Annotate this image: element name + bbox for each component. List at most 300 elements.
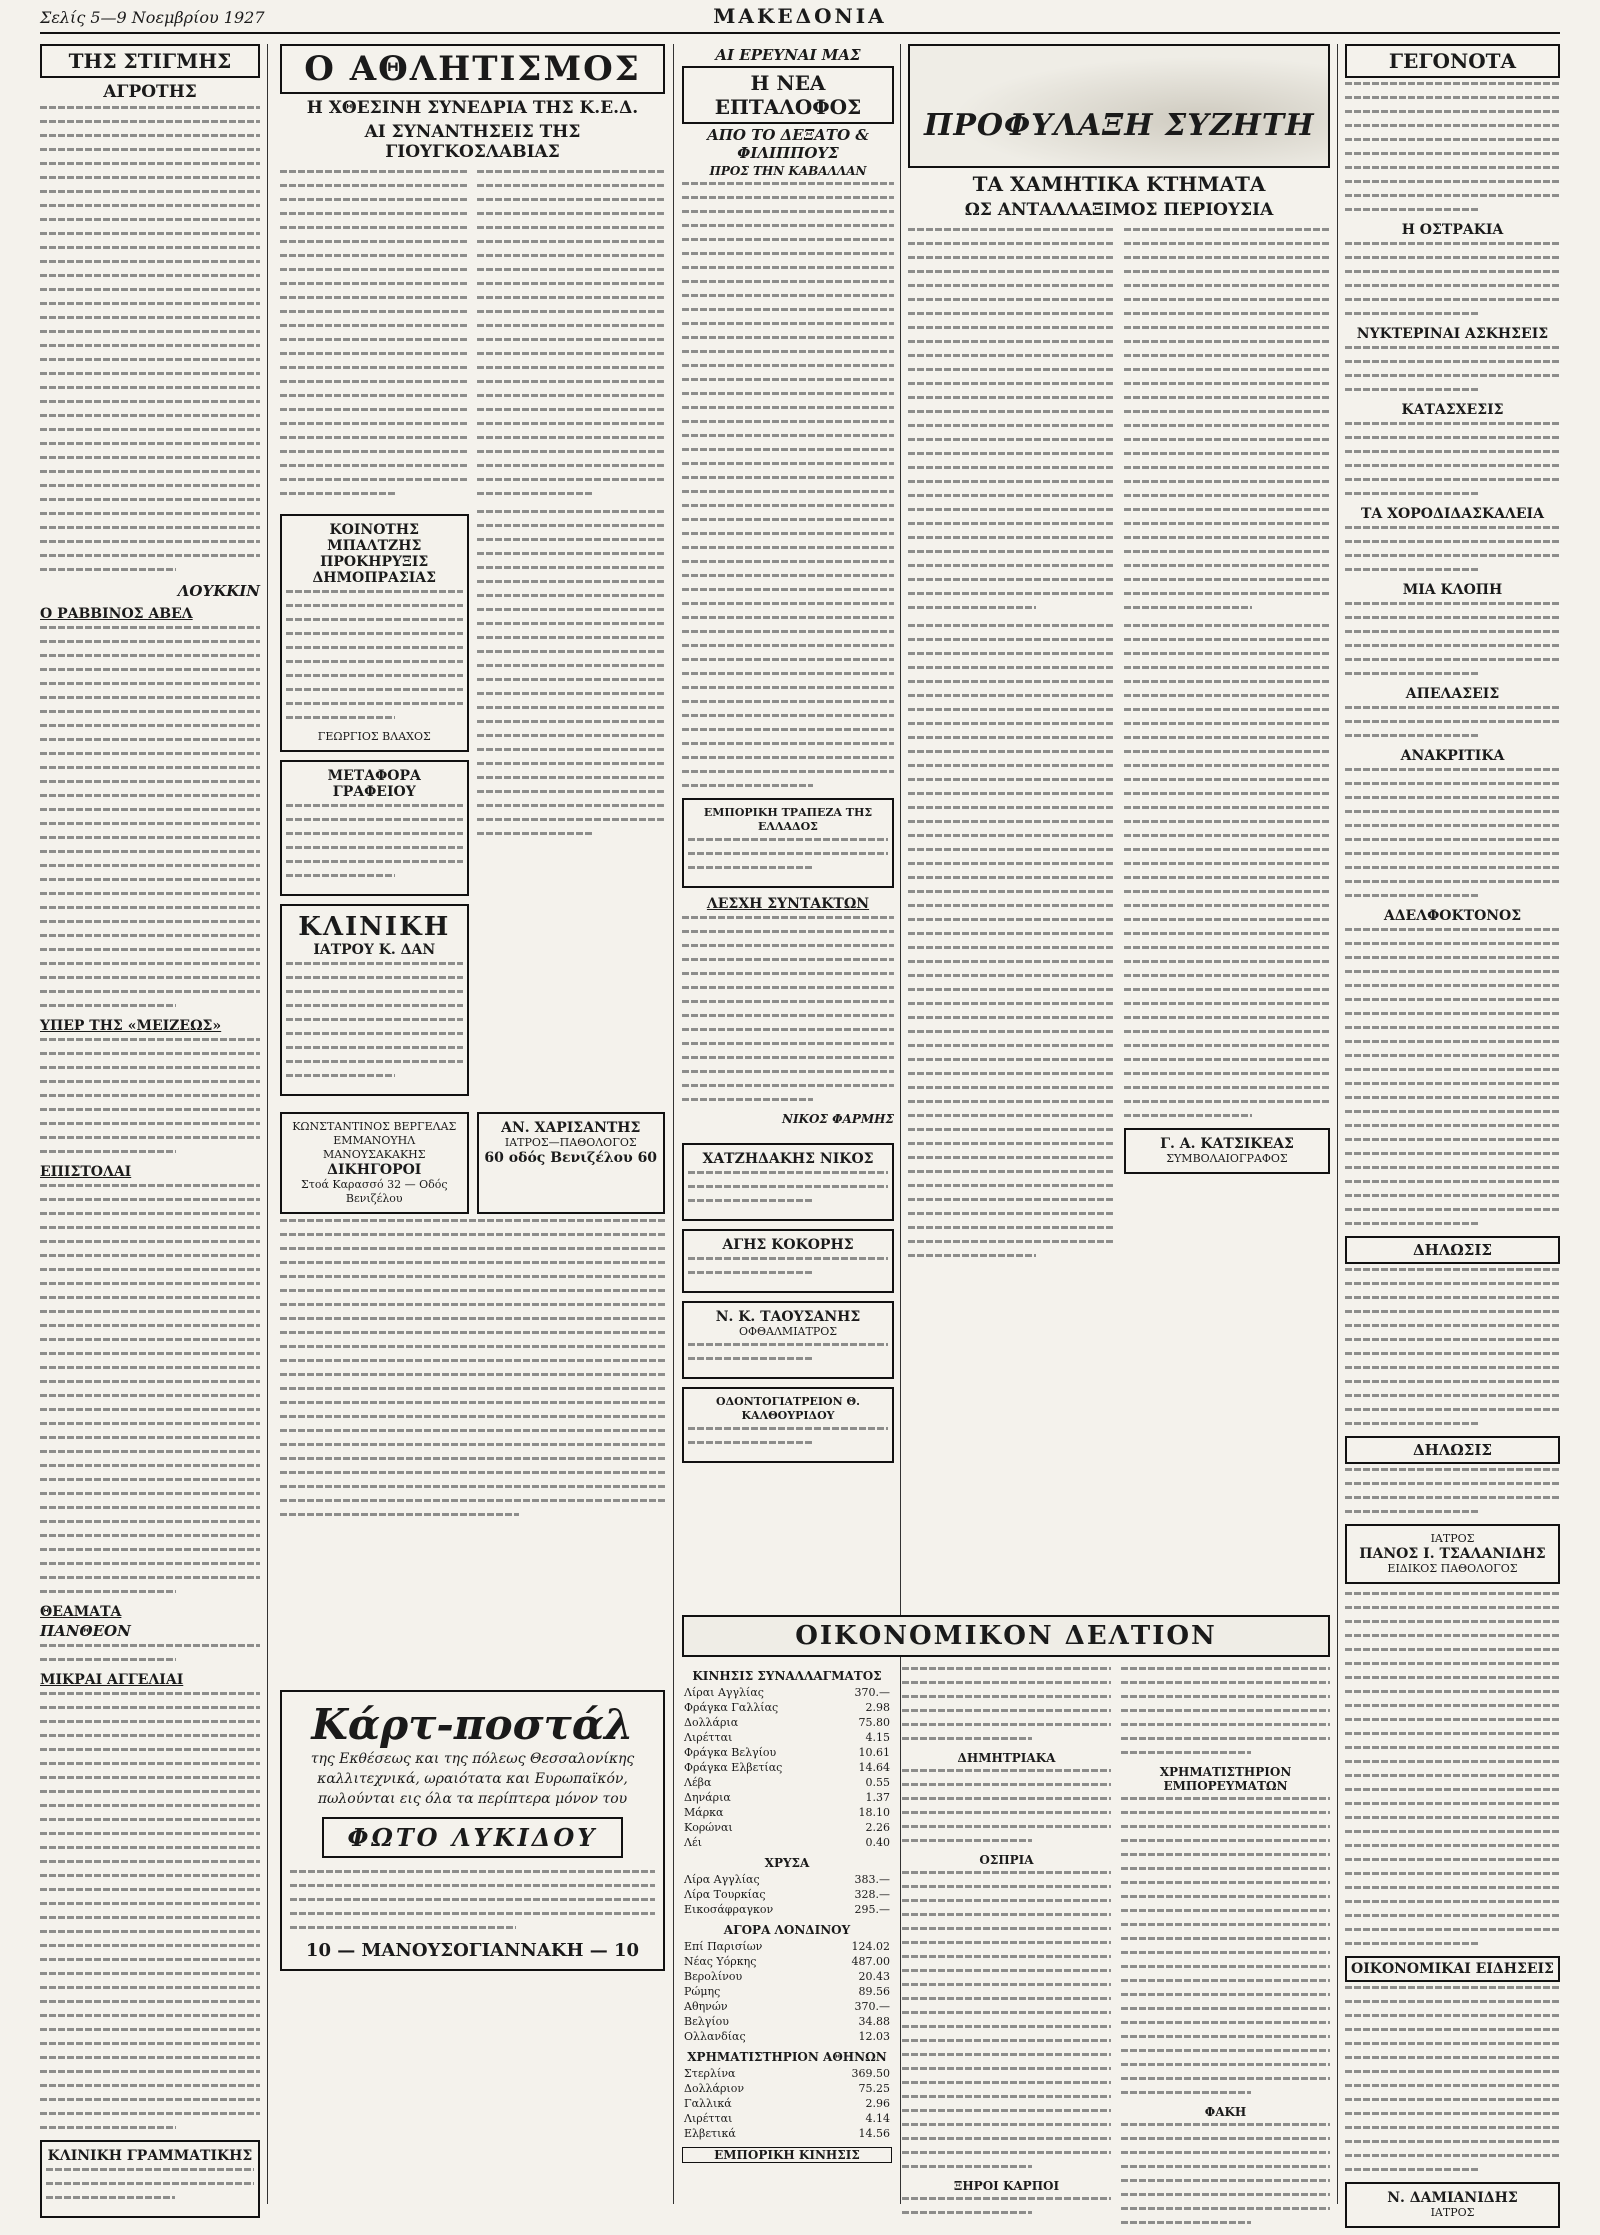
- headline: ΑΙ ΣΥΝΑΝΤΗΣΕΙΣ ΤΗΣ ΓΙΟΥΓΚΟΣΛΑΒΙΑΣ: [364, 122, 581, 162]
- text-line: [40, 1506, 260, 1509]
- text-line: [1345, 478, 1560, 481]
- text-line: [902, 1695, 1111, 1698]
- text-line: [1345, 152, 1560, 155]
- text-line: [1124, 722, 1330, 725]
- article-body: [1345, 602, 1560, 675]
- text-line: [40, 1296, 260, 1299]
- text-line: [477, 650, 666, 653]
- text-line: [682, 930, 894, 933]
- text-line: [1124, 750, 1330, 753]
- text-line: [688, 1441, 812, 1444]
- table-row: [682, 1745, 892, 1760]
- small-ads-body: [40, 1692, 260, 2129]
- text-line: [682, 770, 894, 773]
- fx-header: ΚΙΝΗΣΙΣ ΣΥΝΑΛΛΑΓΜΑΤΟΣ: [692, 1669, 882, 1683]
- text-line: [1345, 1900, 1560, 1903]
- text-line: [902, 1997, 1111, 2000]
- text-line: [477, 804, 666, 807]
- text-line: [40, 428, 260, 431]
- text-line: [688, 1199, 812, 1202]
- article-body: [1345, 422, 1560, 495]
- text-line: [40, 134, 260, 137]
- text-line: [1345, 1858, 1560, 1861]
- text-line: [1345, 96, 1560, 99]
- text-line: [1124, 270, 1330, 273]
- text-line: [280, 464, 469, 467]
- text-line: [1345, 970, 1560, 973]
- text-line: [688, 1271, 812, 1274]
- row-value: 4.14: [865, 2112, 890, 2125]
- text-line: [902, 2095, 1111, 2098]
- text-line: [682, 560, 894, 563]
- text-line: [280, 1373, 665, 1376]
- text-line: [40, 766, 260, 769]
- text-line: [40, 1644, 260, 1647]
- text-line: [682, 588, 894, 591]
- text-line: [40, 1930, 260, 1933]
- text-line: [1345, 526, 1560, 529]
- grain-header: ΔΗΜΗΤΡΙΑΚΑ: [957, 1751, 1056, 1765]
- text-line: [1121, 1951, 1330, 1954]
- text-line: [40, 1986, 260, 1989]
- text-line: [1124, 368, 1330, 371]
- text-line: [682, 1070, 894, 1073]
- text-line: [1345, 110, 1560, 113]
- text-line: [902, 1983, 1111, 1986]
- text-line: [1121, 1709, 1330, 1712]
- text-line: [902, 2025, 1111, 2028]
- column-2: [280, 44, 665, 1204]
- text-line: [1345, 1816, 1560, 1819]
- text-line: [280, 1345, 665, 1348]
- text-line: [40, 1150, 176, 1153]
- text-line: [1124, 1002, 1330, 1005]
- text-line: [908, 452, 1114, 455]
- text-line: [477, 184, 666, 187]
- text-line: [40, 864, 260, 867]
- text-line: [908, 438, 1114, 441]
- text-line: [477, 594, 666, 597]
- text-line: [902, 2151, 1111, 2154]
- text-line: [908, 396, 1114, 399]
- row-label: Λίρα Τουρκίας: [684, 1888, 766, 1901]
- text-line: [40, 1352, 260, 1355]
- text-line: [280, 170, 469, 173]
- text-line: [40, 1804, 260, 1807]
- text-line: [1121, 2091, 1251, 2094]
- byline: ΛΟΥΚΚΙΝ: [177, 582, 260, 600]
- text-line: [908, 522, 1114, 525]
- text-line: [908, 424, 1114, 427]
- ad-doctor: ΑΝ. ΧΑΡΙΣΑΝΤΗΣ ΙΑΤΡΟΣ—ΠΑΘΟΛΟΓΟΣ 60 οδός Βενιζέλου 60: [477, 1112, 666, 1214]
- text-line: [280, 394, 469, 397]
- feature-title: ΑΓΡΟΤΗΣ: [103, 82, 197, 102]
- table-row: [682, 1887, 892, 1902]
- text-line: [908, 1016, 1114, 1019]
- ad-clinic: ΚΛΙΝΙΚΗ ΙΑΤΡΟΥ Κ. ΔΑΝ: [280, 904, 469, 1096]
- text-line: [40, 2126, 176, 2129]
- text-line: [40, 640, 260, 643]
- ad-agis: ΑΓΗΣ ΚΟΚΟΡΗΣ: [682, 1229, 894, 1293]
- text-line: [40, 2070, 260, 2073]
- text-line: [1345, 568, 1478, 571]
- text-line: [40, 668, 260, 671]
- article-body: [1124, 228, 1330, 620]
- row-label: Λέι: [684, 1836, 702, 1849]
- text-line: [286, 604, 463, 607]
- text-line: [40, 302, 260, 305]
- text-line: [682, 196, 894, 199]
- article-body: [1345, 768, 1560, 897]
- row-label: Δολλάρια: [684, 1716, 739, 1729]
- text-line: [1121, 1839, 1330, 1842]
- text-line: [477, 608, 666, 611]
- text-line: [477, 198, 666, 201]
- text-line: [902, 2011, 1111, 2014]
- text-line: [902, 2137, 1111, 2140]
- text-line: [682, 784, 813, 787]
- text-line: [902, 1709, 1111, 1712]
- text-line: [477, 240, 666, 243]
- text-line: [1345, 2154, 1560, 2157]
- text-line: [477, 692, 666, 695]
- article-body: [1121, 1667, 1330, 1754]
- article-body: [902, 2197, 1111, 2214]
- text-line: [1124, 452, 1330, 455]
- text-line: [1121, 1667, 1330, 1670]
- text-line: [908, 1128, 1114, 1131]
- row-label: Λίραι Αγγλίας: [684, 1686, 764, 1699]
- row-value: 4.15: [865, 1731, 890, 1744]
- article-body: [1345, 706, 1560, 737]
- text-line: [1345, 1746, 1560, 1749]
- text-line: [280, 1303, 665, 1306]
- text-line: [1121, 1825, 1330, 1828]
- text-line: [682, 574, 894, 577]
- text-line: [1124, 918, 1330, 921]
- text-line: [1345, 1468, 1560, 1471]
- text-line: [46, 2196, 175, 2199]
- text-line: [40, 1692, 260, 1695]
- gold-table: [682, 1872, 892, 1917]
- newspaper-title: ΜΑΚΕΔΟΝΙΑ: [713, 4, 887, 28]
- text-line: [1345, 312, 1478, 315]
- text-line: [286, 1032, 463, 1035]
- text-line: [1121, 1909, 1330, 1912]
- ad-dental: ΟΔΟΝΤΟΓΙΑΤΡΕΙΟΝ Θ. ΚΑΛΘΟΥΡΙΔΟΥ: [682, 1387, 894, 1463]
- text-line: [688, 1357, 812, 1360]
- text-line: [1345, 796, 1560, 799]
- text-line: [286, 976, 463, 979]
- text-line: [477, 720, 666, 723]
- text-line: [477, 422, 666, 425]
- text-line: [280, 296, 469, 299]
- text-line: [908, 1226, 1114, 1229]
- ad-lawyers: ΚΩΝΣΤΑΝΤΙΝΟΣ ΒΕΡΓΕΛΑΣ ΕΜΜΑΝΟΥΗΛ ΜΑΝΟΥΣΑΚΑΚΗΣ ΔΙΚΗΓΟΡΟΙ Στοά Καρασσό 32 — Οδός Βενιζέλου: [280, 1112, 469, 1214]
- text-line: [280, 226, 469, 229]
- text-line: [1345, 658, 1560, 661]
- column-rule: [1337, 44, 1338, 2204]
- headline: Η ΟΣΤΡΑΚΙΑ: [1401, 222, 1504, 238]
- article-body: [902, 1769, 1111, 1842]
- text-line: [1121, 1695, 1330, 1698]
- table-row: [682, 1999, 892, 2014]
- headline: ΔΗΛΩΣΙΣ: [1345, 1436, 1560, 1464]
- text-line: [40, 1310, 260, 1313]
- text-line: [1121, 2165, 1330, 2168]
- text-line: [477, 818, 666, 821]
- text-line: [908, 890, 1114, 893]
- row-label: Βερολίνου: [684, 1970, 743, 1983]
- text-line: [40, 1748, 260, 1751]
- headline: ΔΗΛΩΣΙΣ: [1345, 1236, 1560, 1264]
- text-line: [40, 654, 260, 657]
- text-line: [908, 606, 1036, 609]
- row-value: 370.—: [854, 1686, 890, 1699]
- text-line: [477, 552, 666, 555]
- headline: Ο ΡΑΒΒΙΝΟΣ ΑΒΕΛ: [40, 606, 193, 622]
- text-line: [1345, 1662, 1560, 1665]
- text-line: [280, 1513, 519, 1516]
- text-line: [908, 932, 1114, 935]
- table-row: [682, 1984, 892, 1999]
- table-row: [682, 2126, 892, 2141]
- issue-date: Σελίς 5—9 Νοεμβρίου 1927: [40, 8, 265, 27]
- text-line: [682, 630, 894, 633]
- text-line: [1345, 464, 1560, 467]
- text-line: [1345, 1394, 1560, 1397]
- text-line: [902, 2081, 1111, 2084]
- text-line: [280, 240, 469, 243]
- text-line: [1345, 1788, 1560, 1791]
- text-line: [682, 378, 894, 381]
- text-line: [908, 960, 1114, 963]
- text-line: [1124, 1030, 1330, 1033]
- text-line: [1345, 1704, 1560, 1707]
- text-line: [477, 762, 666, 765]
- text-line: [682, 322, 894, 325]
- text-line: [40, 976, 260, 979]
- text-line: [908, 988, 1114, 991]
- text-line: [280, 338, 469, 341]
- text-line: [1345, 1732, 1560, 1735]
- text-line: [1121, 1737, 1330, 1740]
- article-body: [682, 182, 894, 787]
- text-line: [1345, 852, 1560, 855]
- text-line: [1124, 606, 1252, 609]
- lentils-header: ΦΑΚΗ: [1204, 2105, 1247, 2119]
- row-value: 10.61: [858, 1746, 890, 1759]
- article-body: [908, 228, 1114, 620]
- text-line: [1121, 1895, 1330, 1898]
- text-line: [1345, 1986, 1560, 1989]
- text-line: [40, 1576, 260, 1579]
- section-banner: Ο ΑΘΛΗΤΙΣΜΟΣ: [280, 44, 665, 94]
- text-line: [908, 466, 1114, 469]
- text-line: [908, 820, 1114, 823]
- article-body: [1121, 2123, 1330, 2224]
- text-line: [477, 636, 666, 639]
- text-line: [1121, 1751, 1251, 1754]
- text-line: [40, 1066, 260, 1069]
- text-line: [688, 1257, 888, 1260]
- text-line: [1124, 508, 1330, 511]
- text-line: [40, 1762, 260, 1765]
- text-line: [40, 1776, 260, 1779]
- text-line: [908, 708, 1114, 711]
- text-line: [40, 2000, 260, 2003]
- text-line: [477, 436, 666, 439]
- article-body: [1124, 624, 1330, 1117]
- text-line: [1124, 564, 1330, 567]
- text-line: [682, 350, 894, 353]
- text-line: [40, 1108, 260, 1111]
- text-line: [682, 1098, 813, 1101]
- row-value: 369.50: [851, 2067, 890, 2080]
- text-line: [682, 476, 894, 479]
- table-row: [682, 1775, 892, 1790]
- text-line: [1121, 2151, 1330, 2154]
- text-line: [40, 1478, 260, 1481]
- text-line: [477, 478, 666, 481]
- row-value: 295.—: [854, 1903, 890, 1916]
- text-line: [682, 1042, 894, 1045]
- pulses-header: ΟΣΠΡΙΑ: [979, 1853, 1034, 1867]
- text-line: [908, 946, 1114, 949]
- text-line: [1124, 946, 1330, 949]
- text-line: [908, 1254, 1036, 1257]
- text-line: [1121, 1867, 1330, 1870]
- article-body: [40, 1184, 260, 1593]
- ad-katzinakis: ΧΑΤΖΗΔΑΚΗΣ ΝΙΚΟΣ: [682, 1143, 894, 1221]
- text-line: [1121, 2063, 1330, 2066]
- text-line: [40, 1972, 260, 1975]
- text-line: [908, 666, 1114, 669]
- text-line: [40, 752, 260, 755]
- text-line: [40, 1136, 260, 1139]
- text-line: [908, 298, 1114, 301]
- text-line: [908, 340, 1114, 343]
- postcard-ad: [280, 1690, 665, 2205]
- text-line: [1124, 988, 1330, 991]
- text-line: [902, 1811, 1111, 1814]
- text-line: [40, 372, 260, 375]
- text-line: [902, 1955, 1111, 1958]
- text-line: [1345, 1676, 1560, 1679]
- text-line: [1121, 1797, 1330, 1800]
- text-line: [1345, 1096, 1560, 1099]
- text-line: [286, 1060, 463, 1063]
- text-line: [40, 1212, 260, 1215]
- text-line: [682, 182, 894, 185]
- text-line: [682, 308, 894, 311]
- text-line: [286, 846, 463, 849]
- article-body: [1345, 346, 1560, 391]
- row-label: Νέας Υόρκης: [684, 1955, 757, 1968]
- text-line: [1345, 2028, 1560, 2031]
- text-line: [908, 270, 1114, 273]
- text-line: [40, 1944, 260, 1947]
- text-line: [908, 1030, 1114, 1033]
- postcard-title: Κάρτ-ποστάλ: [311, 1700, 634, 1749]
- table-row: [682, 2014, 892, 2029]
- text-line: [908, 536, 1114, 539]
- text-line: [1121, 1681, 1330, 1684]
- row-label: Ολλανδίας: [684, 2030, 746, 2043]
- headline: ΤΑ ΧΑΜΗΤΙΚΑ ΚΤΗΜΑΤΑ: [972, 172, 1266, 196]
- headline: ΤΑ ΧΟΡΟΔΙΔΑΣΚΑΛΕΙΑ: [1361, 506, 1544, 522]
- text-line: [908, 228, 1114, 231]
- text-line: [290, 1912, 655, 1915]
- text-line: [40, 176, 260, 179]
- text-line: [908, 764, 1114, 767]
- text-line: [477, 212, 666, 215]
- table-row: [682, 1969, 892, 1984]
- column-4: [908, 44, 1330, 1184]
- text-line: [1124, 890, 1330, 893]
- row-label: Ελβετικά: [684, 2127, 736, 2140]
- text-line: [1345, 436, 1560, 439]
- text-line: [40, 260, 260, 263]
- text-line: [1124, 1086, 1330, 1089]
- text-line: [1345, 866, 1560, 869]
- row-label: Επί Παρισίων: [684, 1940, 763, 1953]
- text-line: [477, 408, 666, 411]
- text-line: [908, 494, 1114, 497]
- table-row: [682, 2066, 892, 2081]
- table-row: [682, 1790, 892, 1805]
- text-line: [40, 780, 260, 783]
- text-line: [908, 368, 1114, 371]
- section-header: ΤΗΣ ΣΤΙΓΜΗΣ: [40, 44, 260, 78]
- text-line: [40, 246, 260, 249]
- row-value: 124.02: [851, 1940, 890, 1953]
- text-line: [1124, 550, 1330, 553]
- text-line: [286, 716, 395, 719]
- row-value: 2.26: [865, 1821, 890, 1834]
- text-line: [477, 510, 666, 513]
- article-body: [40, 1644, 260, 1661]
- article-body: [477, 510, 666, 1104]
- text-line: [902, 1769, 1111, 1772]
- text-line: [40, 1436, 260, 1439]
- text-line: [40, 456, 260, 459]
- text-line: [1124, 624, 1330, 627]
- text-line: [908, 480, 1114, 483]
- text-line: [40, 1198, 260, 1201]
- text-line: [280, 1387, 665, 1390]
- text-line: [280, 198, 469, 201]
- row-value: 0.40: [865, 1836, 890, 1849]
- headline: ΘΕΑΜΑΤΑ: [40, 1604, 122, 1620]
- text-line: [1345, 1760, 1560, 1763]
- text-line: [682, 686, 894, 689]
- text-line: [280, 1457, 665, 1460]
- text-line: [682, 1000, 894, 1003]
- text-line: [688, 1171, 888, 1174]
- text-line: [1345, 1124, 1560, 1127]
- text-line: [1124, 652, 1330, 655]
- text-line: [682, 462, 894, 465]
- text-line: [40, 934, 260, 937]
- text-line: [40, 1422, 260, 1425]
- text-line: [1345, 616, 1560, 619]
- text-line: [286, 702, 463, 705]
- text-line: [1124, 536, 1330, 539]
- table-row: [682, 1805, 892, 1820]
- text-line: [40, 2084, 260, 2087]
- text-line: [40, 274, 260, 277]
